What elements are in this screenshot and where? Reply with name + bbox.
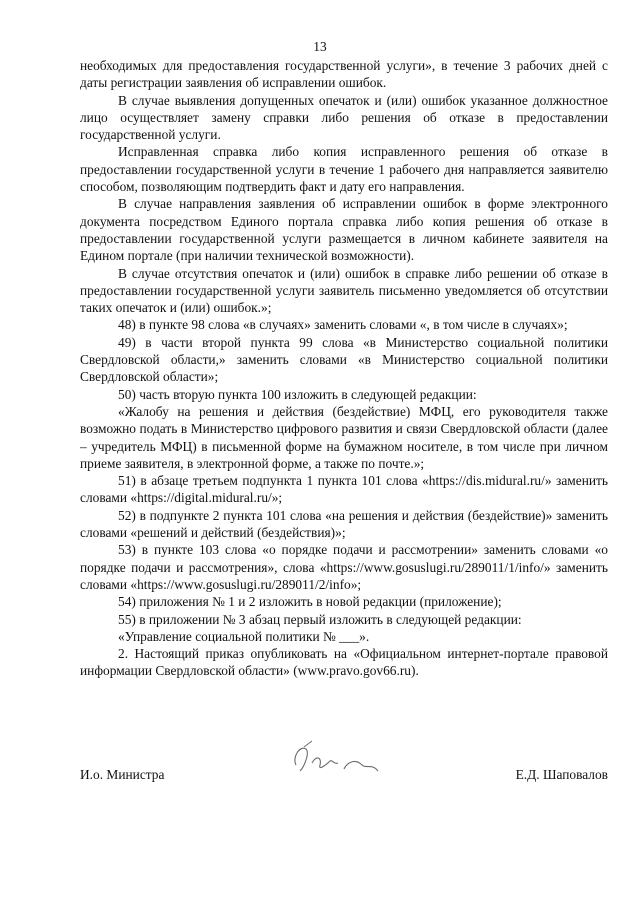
- paragraph: Исправленная справка либо копия исправленного решения об отказе в предоставлении государственной услуги в течение 1 рабочего дня направляется заявителю способом, позволяющим подтвердить факт и дату его направления.: [80, 144, 608, 195]
- paragraph: 55) в приложении № 3 абзац первый изложить в следующей редакции:: [118, 611, 522, 627]
- paragraph: В случае выявления допущенных опечаток и (или) ошибок указанное должностное лицо осуществляет замену справки либо решения об отказе в предоставлении государственной услуги.: [80, 92, 608, 143]
- paragraph: необходимых для предоставления государственной услуги», в течение 3 рабочих дней с даты регистрации заявления об исправлении ошибок.: [80, 58, 608, 91]
- signatory-name: Е.Д. Шаповалов: [515, 767, 608, 782]
- paragraph: 50) часть вторую пункта 100 изложить в следующей редакции:: [118, 386, 477, 402]
- paragraph: 2. Настоящий приказ опубликовать на «Официальном интернет-портале правовой информации Свердловской области» (www.pravo.gov66.ru).: [80, 646, 608, 679]
- paragraph: 54) приложения № 1 и 2 изложить в новой редакции (приложение);: [118, 594, 502, 610]
- handwritten-signature: [282, 735, 392, 785]
- paragraph: 53) в пункте 103 слова «о порядке подачи и рассмотрении» заменить словами «о порядке подачи и рассмотрения», слова «https://www.gosuslugi.ru/289011/1/info/» заменить словами «https://www.gosuslugi.ru/289011/2/info»;: [80, 542, 608, 592]
- paragraph: В случае направления заявления об исправлении ошибок в форме электронного документа посредством Единого портала справка либо копия решения об отказе в предоставлении государственной услуги размещается в личном кабинете заявителя на Едином портале (при наличии технической возможности).: [80, 196, 608, 264]
- paragraph: В случае отсутствия опечаток и (или) ошибок в справке либо решении об отказе в предоставлении государственной услуги заявитель письменно уведомляется об отсутствии таких опечаток и (или) ошибок.»;: [80, 265, 608, 316]
- paragraph: «Жалобу на решения и действия (бездействие) МФЦ, его руководителя также возможно подать в Министерство цифрового развития и связи Свердловской области (далее – учредитель МФЦ) в письменной форме на бумажном носителе, в том числе при личном приеме заявителя, в электронной форме, а также по почте.»;: [80, 403, 608, 471]
- page-number: 13: [313, 39, 327, 54]
- signatory-position: И.о. Министра: [80, 767, 165, 782]
- paragraph: «Управление социальной политики № ___».: [118, 628, 370, 644]
- document-body: [80, 57, 608, 680]
- paragraph: 48) в пункте 98 слова «в случаях» заменить словами «, в том числе в случаях»;: [118, 317, 568, 333]
- paragraph: 51) в абзаце третьем подпункта 1 пункта 101 слова «https://dis.midural.ru/» заменить словами «https://digital.midural.ru/»;: [80, 473, 608, 506]
- paragraph: 49) в части второй пункта 99 слова «в Министерство социальной политики Свердловской области,» заменить словами «в Министерство социальной политики Свердловской области»;: [80, 334, 608, 385]
- paragraph: 52) в подпункте 2 пункта 101 слова «на решения и действия (бездействие)» заменить словами «решений и действий (бездействия)»;: [80, 507, 608, 541]
